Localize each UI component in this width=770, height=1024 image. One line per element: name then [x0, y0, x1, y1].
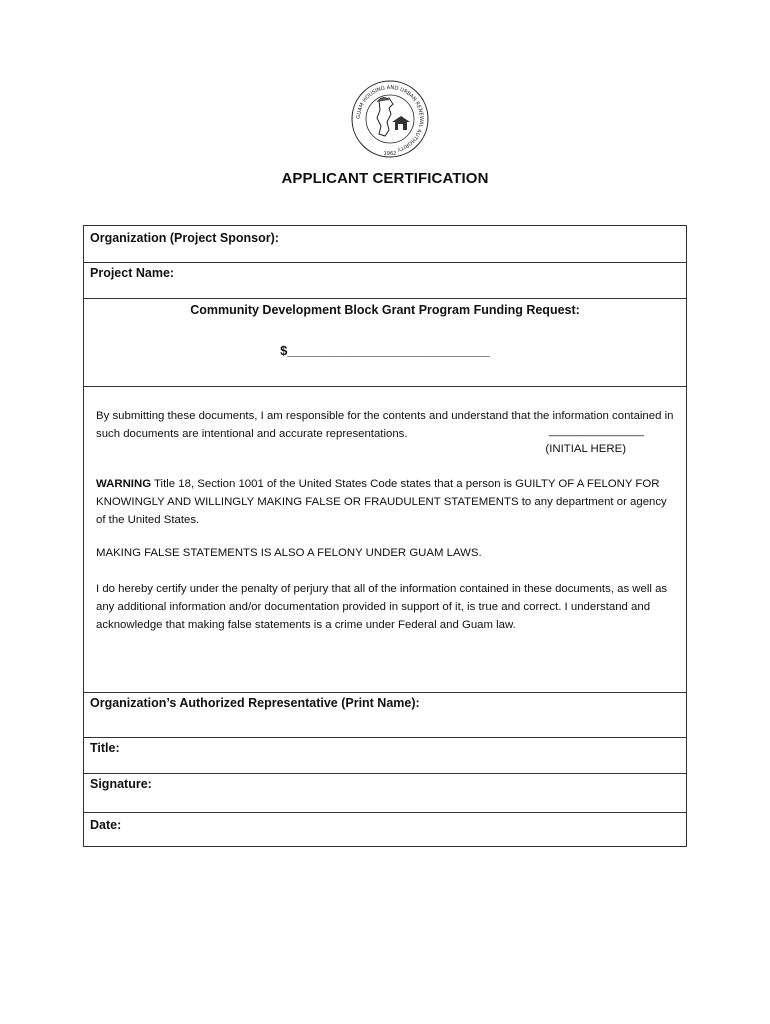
project-name-label: Project Name:: [90, 266, 175, 280]
representative-row[interactable]: [84, 693, 686, 738]
initial-field[interactable]: _______________: [548, 425, 644, 437]
perjury-paragraph: I do hereby certify under the penalty of perjury that all of the information contained in these documents, as well as any additional information and/or documentation provided in support of it, is true and correct. I understand and acknowledge that making false statements is a crime under Federal and Guam law.: [96, 583, 668, 631]
responsibility-paragraph: By submitting these documents, I am responsible for the contents and understand that the information contained in such documents are intentional and accurate representations.: [96, 410, 674, 440]
date-label: Date:: [90, 818, 122, 832]
warning-label: WARNING: [96, 478, 152, 490]
date-row[interactable]: [84, 813, 686, 848]
guam-law-paragraph: MAKING FALSE STATEMENTS IS ALSO A FELONY UNDER GUAM LAWS.: [96, 547, 482, 559]
certification-form: [83, 225, 687, 847]
signature-label: Signature:: [90, 777, 152, 791]
initial-here-label: (INITIAL HERE): [545, 443, 626, 455]
seal-year: 1962: [383, 151, 397, 157]
warning-text: Title 18, Section 1001 of the United States Code states that a person is GUILTY OF A FELONY FOR KNOWINGLY AND WILLINGLY MAKING FALSE OR FRAUDULENT STATEMENTS to any department or agency of the United States.: [96, 478, 667, 526]
organization-row[interactable]: [84, 226, 686, 263]
funding-amount-field[interactable]: $____________________________: [280, 343, 490, 358]
title-row[interactable]: [84, 738, 686, 774]
certification-statement: [84, 387, 686, 693]
funding-request-label: Community Development Block Grant Program Funding Request:: [190, 303, 580, 317]
title-label: Title:: [90, 741, 120, 755]
organization-label: Organization (Project Sponsor):: [90, 231, 279, 245]
funding-request-row: [84, 299, 686, 387]
page-title: APPLICANT CERTIFICATION: [281, 170, 489, 187]
seal-text: GUAM HOUSING AND URBAN RENEWAL AUTHORITY: [355, 84, 425, 153]
representative-label: Organization’s Authorized Representative (Print Name):: [90, 696, 420, 710]
signature-row[interactable]: [84, 774, 686, 813]
agency-seal-icon: [349, 78, 431, 160]
warning-paragraph: [96, 475, 676, 529]
project-name-row[interactable]: [84, 263, 686, 299]
